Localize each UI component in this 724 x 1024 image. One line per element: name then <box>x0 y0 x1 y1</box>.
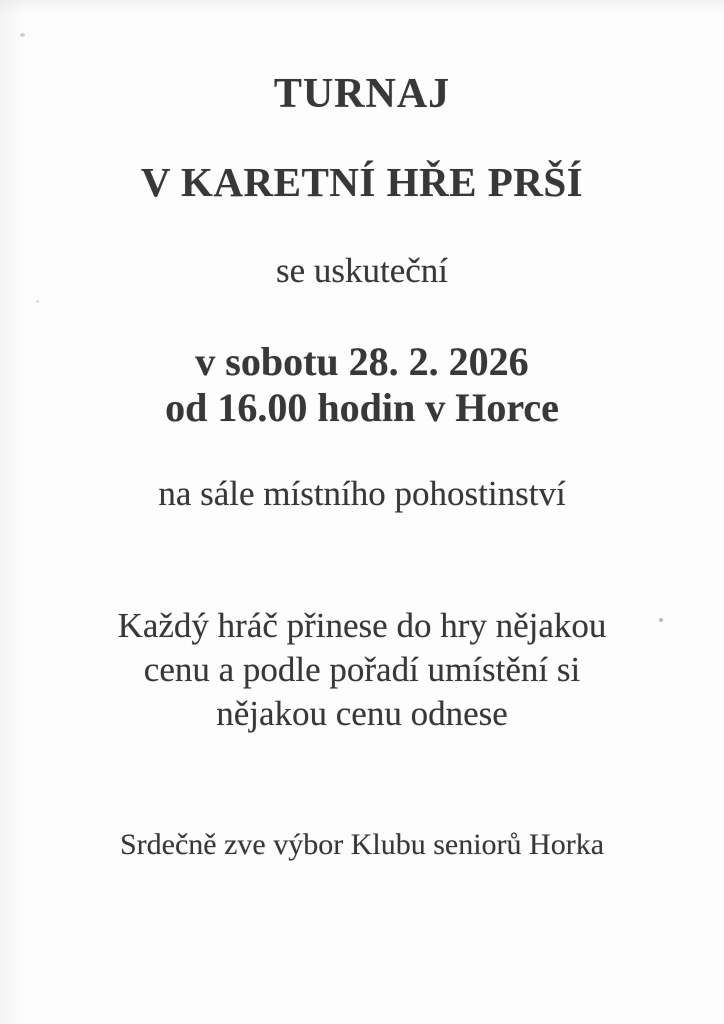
poster-body-line-2: cenu a podle pořadí umístění si <box>143 650 581 689</box>
poster-intro-text: se uskuteční <box>275 251 449 290</box>
poster-venue-line: na sále místního pohostinství <box>158 474 566 513</box>
poster-title: TURNAJ <box>273 71 451 117</box>
poster-date-line: v sobotu 28. 2. 2026 <box>195 339 529 384</box>
scan-speck <box>36 300 39 303</box>
poster-time-place-line: od 16.00 hodin v Horce <box>165 385 559 430</box>
poster-subtitle: V KARETNÍ HŘE PRŠÍ <box>140 159 584 205</box>
poster-footer-line: Srdečně zve výbor Klubu seniorů Horka <box>119 828 605 861</box>
poster-body-line-3: nějakou cenu odnese <box>216 694 508 733</box>
scan-speck <box>20 33 25 37</box>
poster-body-line-1: Každý hráč přinese do hry nějakou <box>117 606 607 645</box>
